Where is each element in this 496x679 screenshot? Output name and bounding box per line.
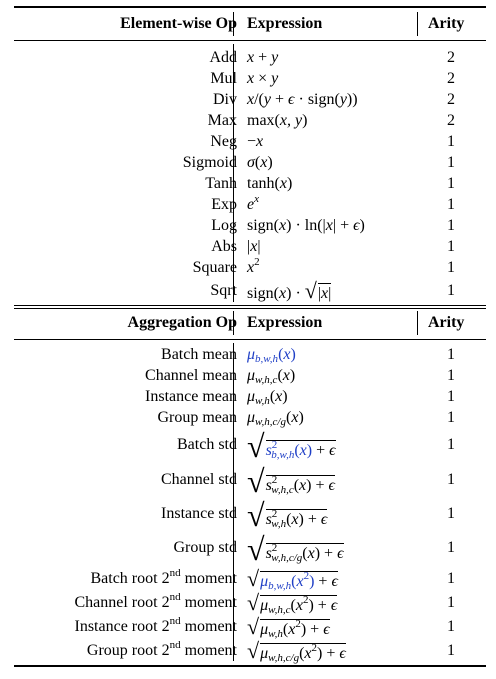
column-header-element-op: Element-wise Op [120, 15, 237, 32]
arity-value: 1 [447, 409, 455, 426]
table-row [14, 386, 486, 407]
op-name: Log [211, 217, 237, 234]
arity-value: 2 [447, 91, 455, 108]
table-row [14, 152, 486, 173]
arity-value: 1 [447, 282, 455, 299]
expression-group-std: $√s^2w,h,c/g(x) + \epsilon$ [247, 531, 344, 567]
expression-square: $x^2$ [247, 256, 260, 276]
table-row [14, 68, 486, 89]
arity-value: 1 [447, 570, 455, 587]
expression-group-mean: μw,h,c/g(x) [247, 409, 304, 428]
arity-value: 1 [447, 388, 455, 405]
expression-neg: −x [247, 133, 264, 150]
header-rule-1 [14, 40, 486, 41]
header-rule-2 [14, 339, 486, 340]
table-row [14, 497, 486, 533]
column-header-arity: Arity [428, 15, 465, 32]
arity-value: 1 [447, 618, 455, 635]
table-row [14, 638, 486, 664]
expression-exp: $e^x$ [247, 193, 259, 213]
expression-mul: x × y [247, 70, 279, 87]
section-rule [14, 305, 486, 306]
arity-value: 1 [447, 196, 455, 213]
table-row [14, 89, 486, 110]
table-row [14, 110, 486, 131]
table-row [14, 236, 486, 257]
table-row [14, 173, 486, 194]
arity-value: 1 [447, 642, 455, 659]
op-name: Batch std [177, 436, 237, 453]
op-name: Neg [210, 133, 237, 150]
column-header-expression: Expression [247, 15, 323, 32]
op-name: Exp [211, 196, 237, 213]
expression-instance-mean: μw,h(x) [247, 388, 288, 407]
arity-value: 2 [447, 49, 455, 66]
op-name: Mul [210, 70, 237, 87]
header-row-elementwise [14, 13, 486, 34]
arity-value: 1 [447, 154, 455, 171]
op-name: Div [213, 91, 237, 108]
arity-value: 1 [447, 217, 455, 234]
arity-value: 2 [447, 70, 455, 87]
arity-value: 2 [447, 112, 455, 129]
expression-tanh: tanh(x) [247, 175, 293, 192]
arity-value: 1 [447, 346, 455, 363]
table-row [14, 257, 486, 278]
table-row [14, 365, 486, 386]
expression-sqrt: sign(x) · √|x| [247, 278, 332, 303]
table-row [14, 47, 486, 68]
op-name: Channel mean [145, 367, 237, 384]
header-row-aggregation [14, 312, 486, 333]
op-name: Group mean [157, 409, 237, 426]
table-row [14, 463, 486, 499]
arity-value: 1 [447, 436, 455, 453]
op-name: Sqrt [210, 282, 237, 299]
expression-add: x + y [247, 49, 279, 66]
expression-div: x/(y + ϵ · sign(y)) [247, 91, 358, 108]
expression-channel-std: $√s^2w,h,c(x) + \epsilon$ [247, 463, 335, 499]
table-row [14, 566, 486, 592]
table-row [14, 614, 486, 640]
table-row [14, 215, 486, 236]
column-header-aggregation-op: Aggregation Op [127, 314, 237, 331]
arity-value: 1 [447, 238, 455, 255]
op-name: Add [209, 49, 237, 66]
expression-batch-root-moment: $√\mu b,w,h(x^2) + \epsilon$ [247, 566, 338, 592]
op-name: Instance root 2nd moment [74, 615, 237, 635]
op-name: Group std [173, 539, 237, 556]
arity-value: 1 [447, 471, 455, 488]
op-name: Instance std [161, 505, 237, 522]
expression-log: sign(x) · ln(|x| + ϵ) [247, 217, 365, 234]
table-row [14, 280, 486, 301]
op-name: Square [192, 259, 237, 276]
table-row [14, 344, 486, 365]
op-name: Sigmoid [182, 154, 237, 171]
arity-value: 1 [447, 259, 455, 276]
op-name: Group root 2nd moment [86, 639, 237, 659]
top-rule [14, 6, 486, 8]
table-row [14, 531, 486, 567]
op-name: Abs [211, 238, 237, 255]
expression-channel-mean: μw,h,c(x) [247, 367, 296, 386]
arity-value: 1 [447, 367, 455, 384]
table-row [14, 407, 486, 428]
op-name: Tanh [205, 175, 237, 192]
table-row [14, 590, 486, 616]
expression-sigmoid: σ(x) [247, 154, 273, 171]
op-name: Channel std [161, 471, 237, 488]
expression-channel-root-moment: $√\mu w,h,c(x^2) + \epsilon$ [247, 590, 338, 616]
column-header-expression: Expression [247, 314, 323, 331]
table-row [14, 428, 486, 464]
op-name: Instance mean [145, 388, 237, 405]
op-name: Max [207, 112, 237, 129]
expression-abs: |x| [247, 238, 261, 255]
op-name: Channel root 2nd moment [74, 591, 237, 611]
section-rule-2 [14, 308, 486, 309]
arity-value: 1 [447, 175, 455, 192]
expression-max: max(x, y) [247, 112, 308, 129]
expression-batch-mean: μb,w,h(x) [247, 346, 296, 365]
table-row [14, 194, 486, 215]
expression-instance-std: $√s^2w,h(x) + \epsilon$ [247, 497, 328, 533]
expression-group-root-moment: $√\mu w,h,c/g(x^2) + \epsilon$ [247, 638, 346, 664]
op-name: Batch root 2nd moment [90, 567, 237, 587]
arity-value: 1 [447, 539, 455, 556]
op-name: Batch mean [161, 346, 237, 363]
expression-batch-std: $√s^2b,w,h(x) + \epsilon$ [247, 428, 336, 464]
table-row [14, 131, 486, 152]
arity-value: 1 [447, 594, 455, 611]
expression-instance-root-moment: $√\mu w,h(x^2) + \epsilon$ [247, 614, 330, 640]
arity-value: 1 [447, 505, 455, 522]
arity-value: 1 [447, 133, 455, 150]
column-header-arity: Arity [428, 314, 465, 331]
